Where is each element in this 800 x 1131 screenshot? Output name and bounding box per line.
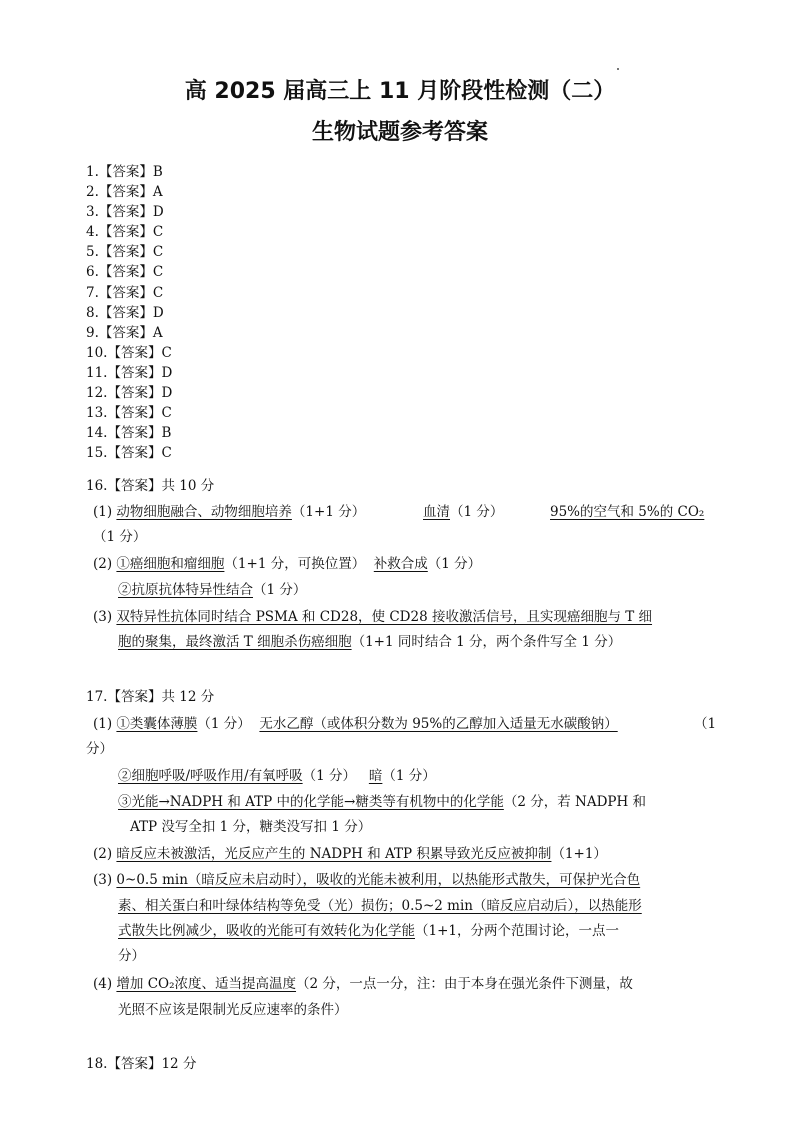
q17-part2	[93, 842, 607, 862]
answer-text: 补救合成	[373, 556, 428, 572]
scan-speck	[617, 68, 619, 70]
answer-text: 暗反应未被激活，光反应产生的 NADPH 和 ATP 积累导致光反应被抑制	[116, 846, 552, 862]
part-label: (2)	[93, 556, 113, 572]
choice-answer: 7.【答案】C	[86, 284, 164, 301]
score-note: （2 分，若 NADPH 和	[503, 794, 647, 810]
choice-answer: 1.【答案】B	[86, 164, 163, 180]
q17-part1-line1	[93, 712, 618, 732]
score-note: （1	[694, 716, 717, 732]
q16-part3-line1	[93, 605, 652, 625]
part-label: (1)	[93, 504, 113, 520]
answer-text: 双特异性抗体同时结合 PSMA 和 CD28，使 CD28 接收激活信号，且实现癌细胞与 T 细	[116, 609, 653, 625]
q17-part4-line1	[93, 972, 633, 992]
part-label: (3)	[93, 872, 113, 888]
q17-part3-line1	[93, 868, 640, 888]
q17-part1-line3	[118, 764, 436, 784]
q16-part2-line1	[93, 552, 481, 572]
choice-answer: 4.【答案】C	[86, 224, 164, 241]
choice-answer: 13.【答案】C	[86, 405, 172, 422]
answer-text: 动物细胞融合、动物细胞培养	[116, 504, 292, 520]
score-note: （1+1 同时结合 1 分，两个条件写全 1 分）	[351, 634, 622, 650]
q16-part3-line2	[118, 630, 621, 650]
choice-answer: 2.【答案】A	[86, 184, 163, 201]
score-note: （1 分）	[382, 768, 436, 784]
choice-answer-list	[86, 162, 172, 463]
score-note: （1+1 分）	[291, 504, 366, 520]
answer-text: ①癌细胞和瘤细胞	[116, 556, 225, 572]
q16-heading: 16.【答案】共 10 分	[86, 478, 215, 494]
answer-text: ②细胞呼吸/呼吸作用/有氧呼吸	[118, 768, 303, 784]
score-note: （1+1，分两个范围讨论，一点一	[415, 923, 619, 939]
answer-text: ③光能→NADPH 和 ATP 中的化学能→糖类等有机物中的化学能	[118, 794, 504, 810]
score-note: （1+1）	[551, 846, 607, 862]
answer-text: 胞的聚集，最终激活 T 细胞杀伤癌细胞	[118, 634, 352, 650]
q16-part1-line1	[93, 500, 365, 520]
score-note: （1 分）	[93, 529, 147, 545]
answer-text: 血清	[423, 504, 450, 520]
answer-text: 素、相关蛋白和叶绿体结构等免受（光）损伤；0.5~2 min（暗反应启动后），以热能形	[118, 898, 642, 914]
q16-part1-gas	[550, 500, 704, 520]
choice-answer: 10.【答案】C	[86, 344, 172, 361]
choice-answer: 5.【答案】C	[86, 244, 164, 261]
q17-heading: 17.【答案】共 12 分	[86, 689, 215, 705]
page-title: 高 2025 届高三上 11 月阶段性检测（二）	[184, 79, 616, 104]
part-label: (1)	[93, 716, 113, 732]
part-label: (3)	[93, 609, 113, 625]
q16-part2-line2	[118, 578, 306, 598]
score-note: （2 分，一点一分，注：由于本身在强光条件下测量，故	[296, 976, 633, 992]
q17-part3-line2	[118, 894, 642, 914]
score-note: （1 分）	[253, 582, 307, 598]
score-note: 分）	[86, 741, 113, 757]
page-subtitle: 生物试题参考答案	[311, 120, 488, 145]
answer-text: ②抗原抗体特异性结合	[118, 582, 253, 598]
score-note: （1 分）	[302, 768, 356, 784]
q18-heading: 18.【答案】12 分	[86, 1056, 197, 1072]
choice-answer: 15.【答案】C	[86, 445, 172, 462]
part-label: (4)	[93, 976, 113, 992]
answer-text: 暗	[368, 768, 383, 784]
choice-answer: 3.【答案】D	[86, 204, 164, 221]
score-note: （1 分）	[197, 716, 251, 732]
q17-part1-line4	[118, 790, 646, 810]
answer-text: ①类囊体薄膜	[116, 716, 198, 732]
choice-answer: 11.【答案】D	[86, 364, 173, 381]
choice-answer: 12.【答案】D	[86, 385, 173, 402]
part-label: (2)	[93, 846, 113, 862]
choice-answer: 14.【答案】B	[86, 425, 172, 442]
score-note: 分）	[118, 948, 145, 964]
q17-part3-line3	[118, 919, 619, 939]
answer-text: 增加 CO₂浓度、适当提高温度	[116, 976, 297, 992]
score-note: （1 分）	[450, 504, 504, 520]
answer-text: 0~0.5 min（暗反应未启动时），吸收的光能未被利用，以热能形式散失，可保护光合色	[116, 872, 641, 888]
answer-text: 无水乙醇（或体积分数为 95%的乙醇加入适量无水碳酸钠）	[259, 716, 618, 732]
score-note: （1 分）	[427, 556, 482, 572]
score-note: ATP 没写全扣 1 分，糖类没写扣 1 分）	[130, 819, 372, 835]
answer-text: 式散失比例减少，吸收的光能可有效转化为化学能	[118, 923, 415, 939]
choice-answer: 8.【答案】D	[86, 304, 164, 321]
score-note: 光照不应该是限制光反应速率的条件）	[118, 1002, 348, 1018]
q16-part1-serum	[423, 500, 503, 520]
answer-text: 95%的空气和 5%的 CO₂	[550, 504, 705, 520]
choice-answer: 9.【答案】A	[86, 324, 163, 341]
score-note: （1+1 分，可换位置）	[224, 556, 366, 572]
choice-answer: 6.【答案】C	[86, 264, 164, 281]
